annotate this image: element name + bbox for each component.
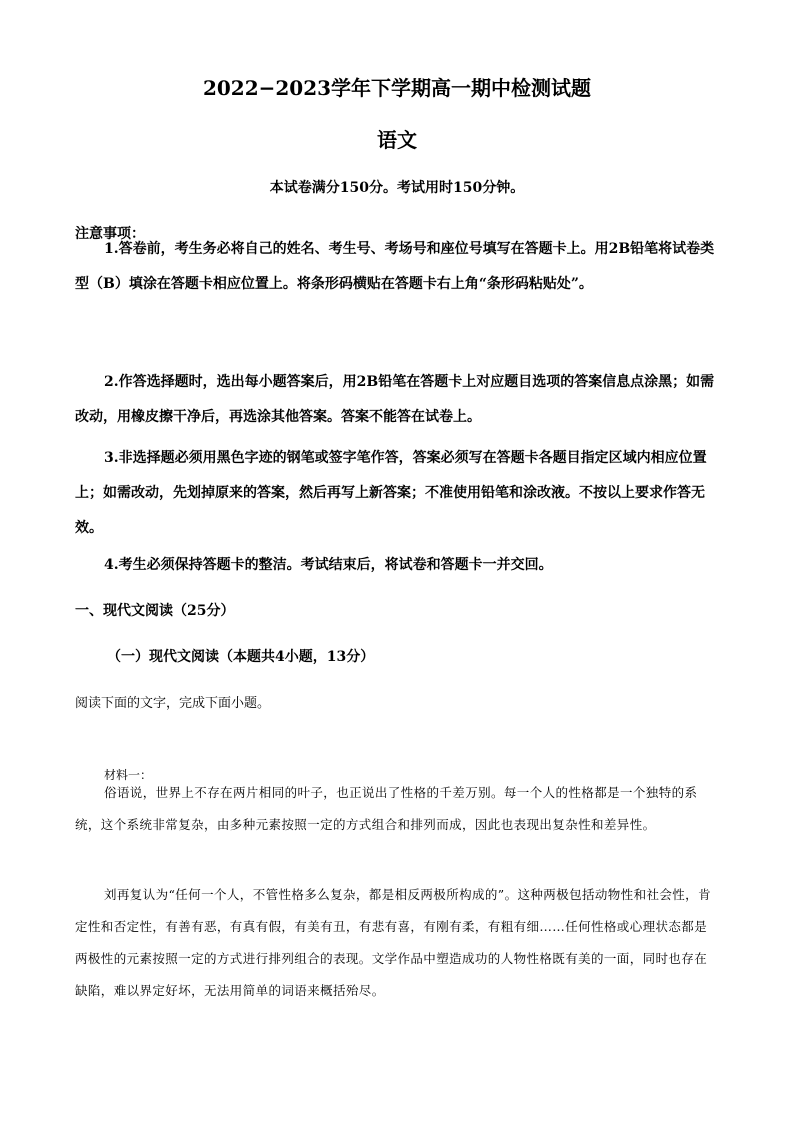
notice-item-2: 2.作答选择题时，选出每小题答案后，用2B铅笔在答题卡上对应题目选项的答案信息点涂黑；如需改动，用橡皮擦干净后，再选涂其他答案。答案不能答在试卷上。 bbox=[75, 374, 715, 425]
material-paragraph-1: 俗语说，世界上不存在两片相同的叶子，也正说出了性格的千差万别。每一个人的性格都是一个独特的系统，这个系统非常复杂，由多种元素按照一定的方式组合和排列而成，因此也表现出复杂性和差异性。 bbox=[75, 785, 698, 832]
subject-title: 语文 bbox=[377, 128, 417, 152]
section-heading: 一、现代文阅读（25分） bbox=[75, 603, 235, 619]
notice-item-4: 4.考生必须保持答题卡的整洁。考试结束后，将试卷和答题卡一并交回。 bbox=[104, 557, 553, 573]
material-label: 材料一： bbox=[104, 768, 153, 782]
subsection-heading: （一）现代文阅读（本题共4小题，13分） bbox=[107, 649, 375, 665]
notice-item-3: 3.非选择题必须用黑色字迹的钢笔或签字笔作答，答案必须写在答题卡各题目指定区域内相应位置上；如需改动，先划掉原来的答案，然后再写上新答案；不准使用铅笔和涂改液。不按以上要求作答无效。 bbox=[75, 450, 707, 536]
score-info: 本试卷满分150分。考试用时150分钟。 bbox=[269, 180, 525, 196]
notice-heading: 注意事项： bbox=[75, 226, 145, 242]
exam-title: 2022−2023学年下学期高一期中检测试题 bbox=[202, 76, 592, 100]
reading-instruction: 阅读下面的文字，完成下面小题。 bbox=[75, 696, 271, 711]
notice-item-1: 1.答卷前，考生务必将自己的姓名、考生号、考场号和座位号填写在答题卡上。用2B铅笔将试卷类型（B）填涂在答题卡相应位置上。将条形码横贴在答题卡右上角“条形码粘贴处”。 bbox=[75, 241, 715, 292]
material-paragraph-2: 刘再复认为“任何一个人，不管性格多么复杂，都是相反两极所构成的”。这种两极包括动物性和社会性，肯定性和否定性，有善有恶，有真有假，有美有丑，有悲有喜，有刚有柔，有粗有细……任何性格或心理状态都是两极性的元素按照一定的方式进行排列组合的表现。文学作品中塑造成功的人物性格既有美的一面，同时也存在缺陷，难以界定好坏，无法用简单的词语来概括殆尽。 bbox=[75, 887, 711, 998]
